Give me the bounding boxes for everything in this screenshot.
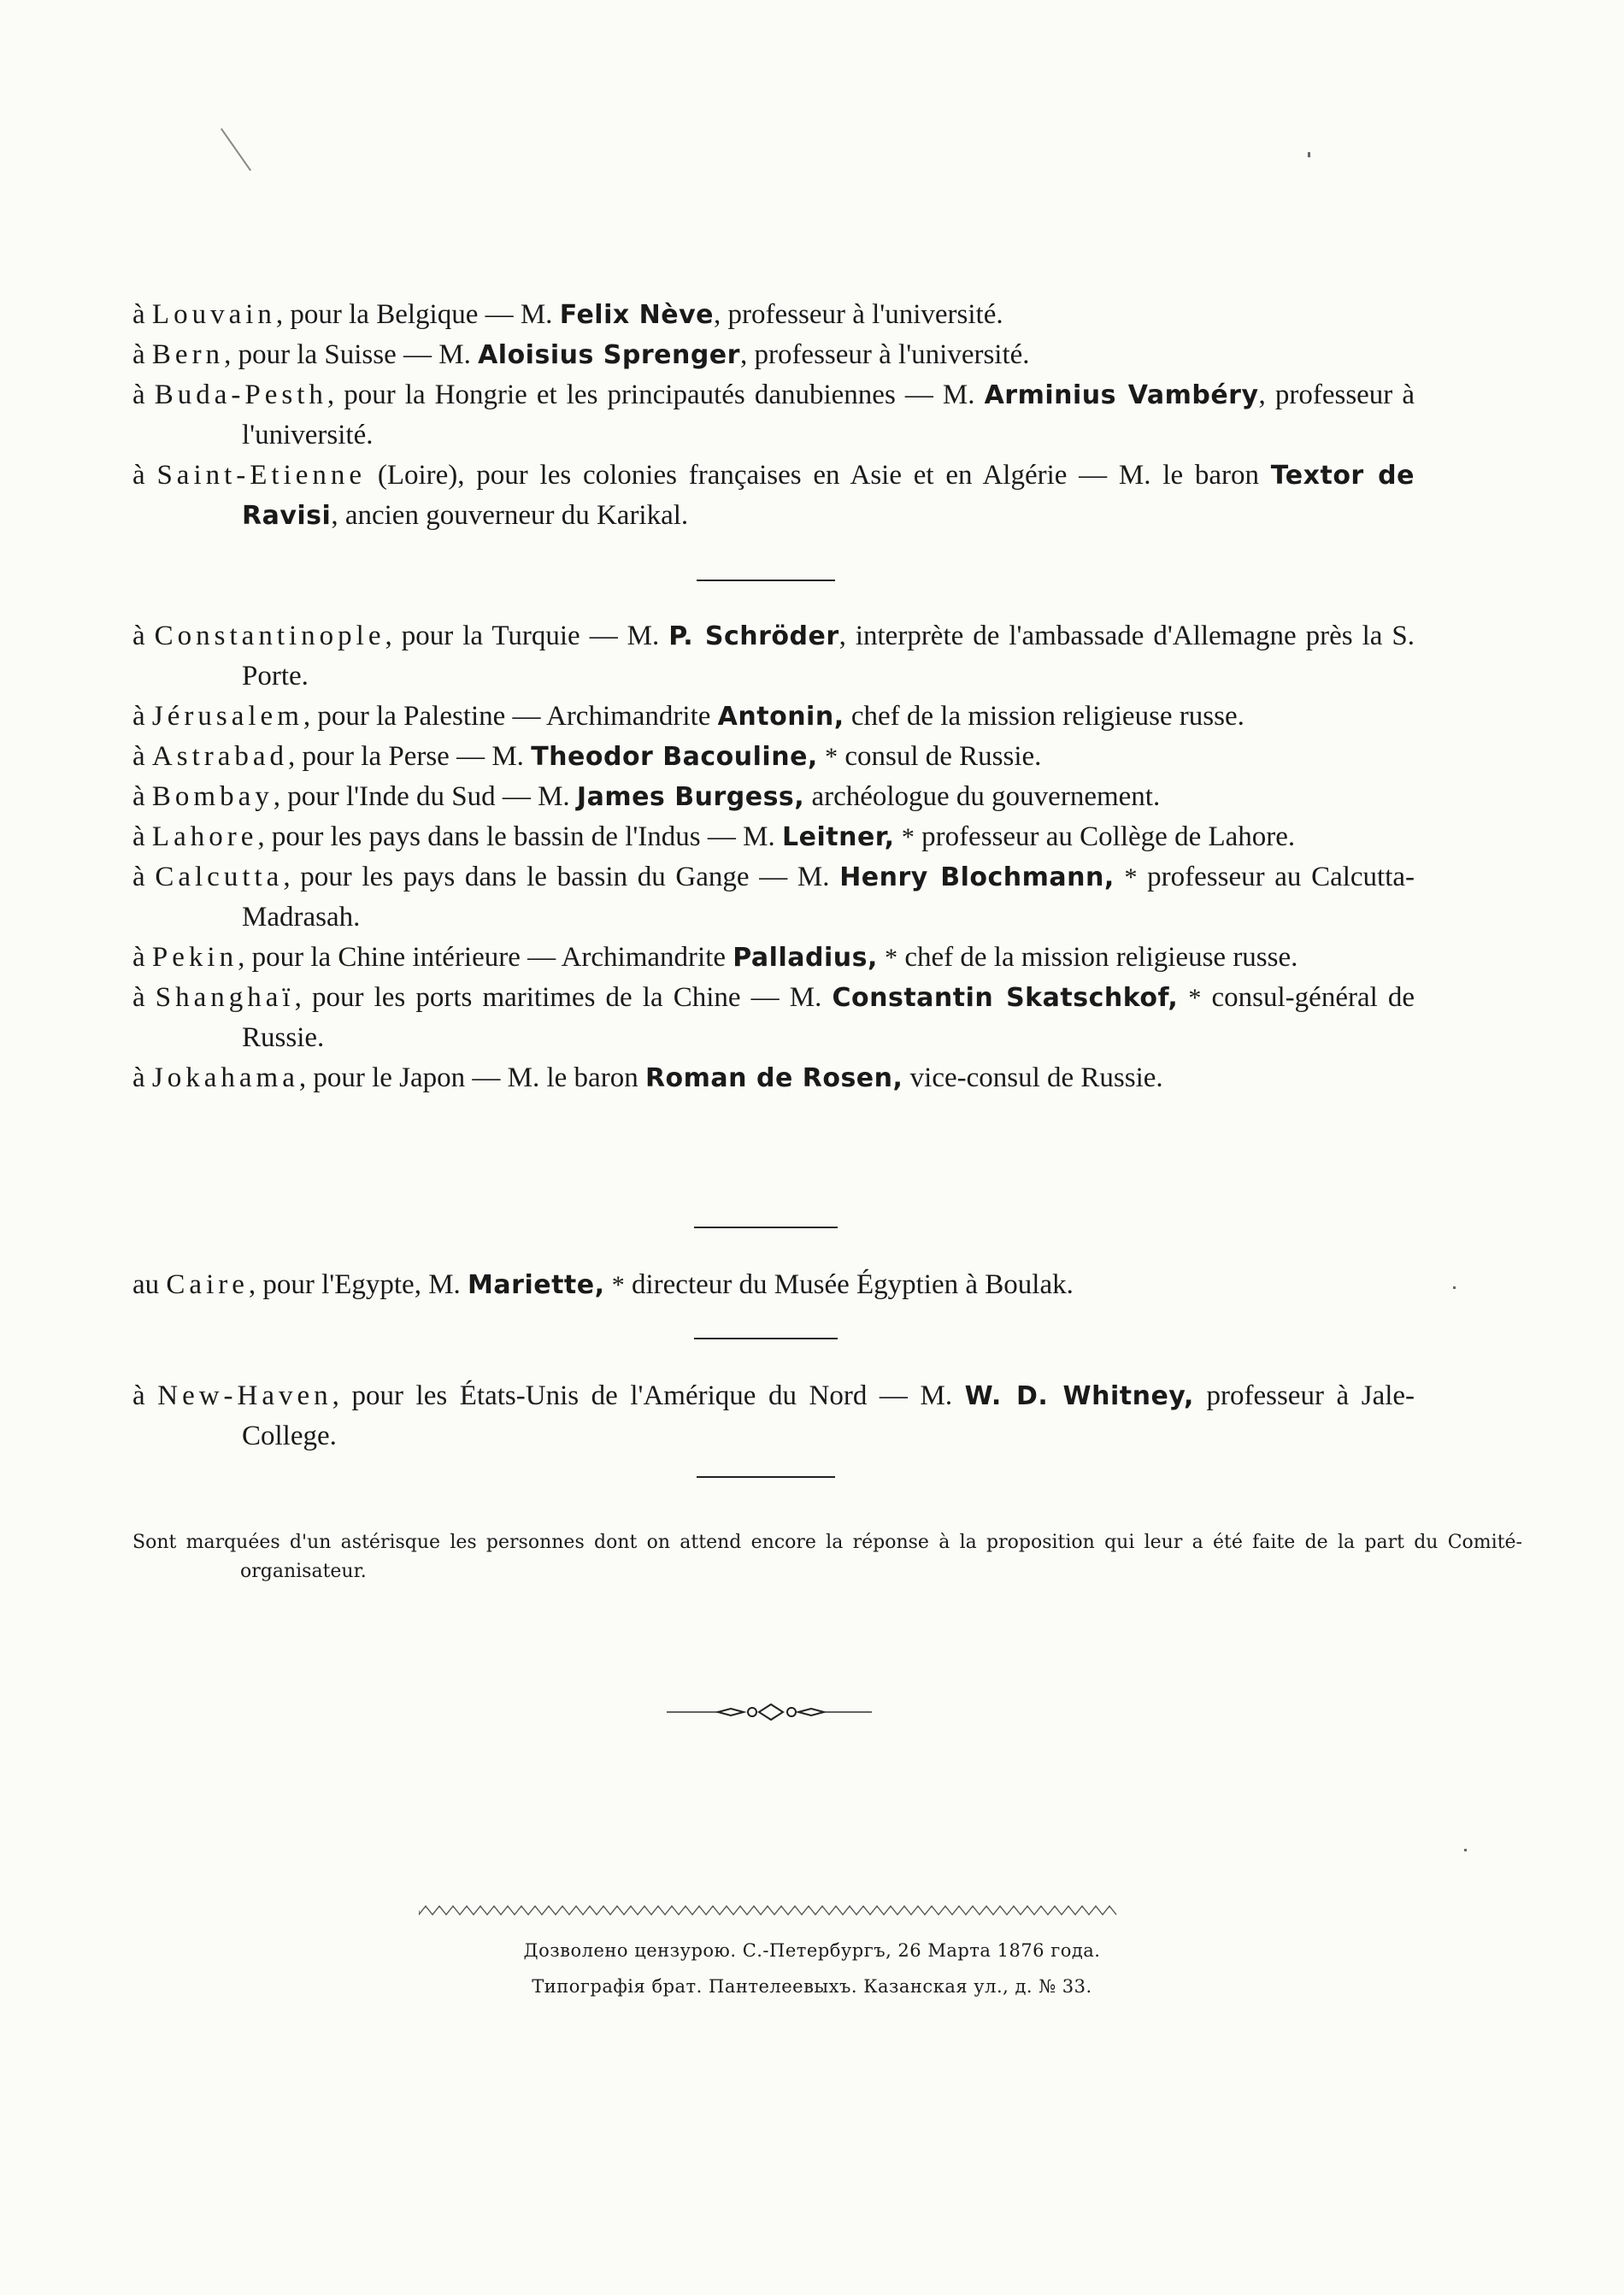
asterisk-mark: * [611, 1271, 625, 1299]
censorship-line: Дозволено цензурою. С.-Петербургъ, 26 Марта 1876 года. [523, 1940, 1101, 1961]
entry-bombay [132, 777, 1415, 817]
entry-preposition: à [132, 339, 145, 370]
entry-city: New-Haven [157, 1380, 332, 1411]
entry-text: , pour la Suisse — M. [224, 339, 471, 370]
entry-city: Astrabad [151, 741, 289, 772]
entry-jokahama [132, 1058, 1415, 1098]
entry-text: , pour les pays dans le bassin de l'Indus — M. [257, 821, 775, 852]
entry-person-name: Henry Blochmann, [839, 862, 1115, 892]
entry-city: Constantinople [154, 621, 385, 651]
entry-preposition: à [132, 942, 145, 973]
entry-text: , pour la Turquie — M. [385, 621, 660, 651]
entry-person-name: Aloisius Sprenger [478, 340, 740, 370]
entry-role: consul-général de Russie. [242, 982, 1415, 1053]
entry-text: , pour l'Egypte, M. [248, 1269, 461, 1300]
entries-group-2 [132, 616, 1415, 1098]
entry-caire [132, 1265, 1415, 1305]
separator-rule-3 [694, 1338, 838, 1339]
entry-person-name: Theodor Bacouline, [531, 742, 818, 772]
entry-city: Calcutta [155, 862, 284, 892]
entry-role: , interprète de l'ambassade d'Allemagne près la S. Porte. [242, 621, 1415, 691]
entry-person-name: P. Schröder [668, 621, 839, 651]
entry-preposition: à [132, 701, 145, 732]
entry-role: , professeur à l'université. [739, 339, 1030, 370]
entry-preposition: à [132, 621, 145, 651]
entry-city: Bern [151, 339, 225, 370]
scan-mark [221, 128, 251, 171]
entry-role: professeur à Jale-College. [242, 1380, 1415, 1451]
entry-preposition: à [132, 380, 145, 410]
entry-new-haven [132, 1376, 1415, 1456]
entry-saint-etienne [132, 456, 1415, 536]
entry-city: Shanghaï [155, 982, 295, 1013]
entry-preposition: à [132, 781, 145, 812]
entry-preposition: à [132, 821, 145, 852]
entry-person-name: Antonin, [717, 702, 844, 732]
entry-person-name: Mariette, [468, 1270, 605, 1300]
entry-person-name: Arminius Vambéry [984, 380, 1259, 410]
entry-text: , pour la Chine intérieure — Archimandrite [238, 942, 726, 973]
entry-city: Pekin [151, 942, 238, 973]
asterisk-footnote: Sont marquées d'un astérisque les personnes dont on attend encore la réponse à la proposition qui leur a été faite de la part du Comité-organisateur. [132, 1532, 1522, 1582]
entry-role: , ancien gouverneur du Karikal. [331, 500, 689, 531]
entry-pekin [132, 938, 1415, 978]
separator-rule-4 [697, 1476, 835, 1478]
entries-group-3 [132, 1265, 1415, 1305]
entry-preposition: au [132, 1269, 160, 1300]
entry-text: , pour la Belgique — M. [275, 299, 553, 330]
entry-city: Buda-Pesth [154, 380, 327, 410]
entry-text: (Loire), pour les colonies françaises en Asie et en Algérie — M. le baron [366, 460, 1260, 491]
entry-jérusalem [132, 697, 1415, 737]
wavy-rule [419, 1904, 1120, 1917]
entry-astrabad [132, 737, 1415, 777]
entry-city: Jérusalem [151, 701, 303, 732]
entry-person-name: Textor de Ravisi [242, 461, 1415, 531]
entry-role: professeur au Calcutta-Madrasah. [242, 862, 1415, 933]
entry-preposition: à [132, 299, 145, 330]
entry-person-name: Constantin Skatschkof, [832, 983, 1179, 1013]
entry-city: Bombay [151, 781, 274, 812]
entry-text: , pour les pays dans le bassin du Gange — M. [283, 862, 830, 892]
entry-person-name: Palladius, [733, 943, 878, 973]
entry-role: chef de la mission religieuse russe. [897, 942, 1298, 973]
entry-role: chef de la mission religieuse russe. [844, 701, 1244, 732]
entry-louvain [132, 295, 1415, 335]
entry-buda-pesth [132, 375, 1415, 456]
entry-city: Jokahama [151, 1062, 299, 1093]
entry-role: , professeur à l'université. [242, 380, 1415, 450]
entry-role: , professeur à l'université. [714, 299, 1003, 330]
entry-text: , pour le Japon — M. le baron [298, 1062, 638, 1093]
entry-person-name: Leitner, [782, 822, 895, 852]
asterisk-mark: * [1188, 984, 1202, 1012]
entry-person-name: W. D. Whitney, [964, 1381, 1194, 1411]
entry-city: Lahore [151, 821, 258, 852]
entry-text: , pour l'Inde du Sud — M. [273, 781, 570, 812]
entry-text: , pour la Perse — M. [288, 741, 524, 772]
entry-calcutta [132, 857, 1415, 938]
entry-city: Caire [166, 1269, 249, 1300]
entry-text: , pour les ports maritimes de la Chine — M. [294, 982, 822, 1013]
entry-preposition: à [132, 1380, 145, 1411]
entry-person-name: James Burgess, [576, 782, 805, 812]
printer-line: Типографія брат. Пантелеевыхъ. Казанская ул., д. № 33. [532, 1976, 1092, 1997]
asterisk-mark: * [825, 743, 838, 771]
entry-role: vice-consul de Russie. [903, 1062, 1163, 1093]
entry-person-name: Roman de Rosen, [644, 1063, 903, 1093]
entry-preposition: à [132, 741, 145, 772]
entry-preposition: à [132, 1062, 145, 1093]
entry-preposition: à [132, 982, 145, 1013]
entry-city: Louvain [151, 299, 276, 330]
entry-role: archéologue du gouvernement. [804, 781, 1161, 812]
separator-rule-2 [694, 1227, 838, 1228]
entry-preposition: à [132, 460, 145, 491]
asterisk-mark: * [885, 944, 898, 972]
asterisk-mark: * [901, 823, 915, 851]
entry-role: directeur du Musée Égyptien à Boulak. [624, 1269, 1074, 1300]
entry-lahore [132, 817, 1415, 857]
entry-constantinople [132, 616, 1415, 697]
ornament-divider [667, 1701, 872, 1723]
scan-speck [1464, 1849, 1467, 1851]
entry-role: professeur au Collège de Lahore. [914, 821, 1296, 852]
entry-city: Saint-Etienne [156, 460, 367, 491]
entry-text: , pour les États-Unis de l'Amérique du Nord — M. [332, 1380, 953, 1411]
entry-person-name: Felix Nève [559, 300, 715, 330]
asterisk-mark: * [1124, 863, 1138, 892]
scan-speck [1453, 1286, 1456, 1289]
entries-group-1 [132, 295, 1415, 536]
scan-speck [1308, 152, 1310, 157]
entry-text: , pour la Hongrie et les principautés danubiennes — M. [327, 380, 975, 410]
entry-bern [132, 335, 1415, 375]
entry-text: , pour la Palestine — Archimandrite [303, 701, 711, 732]
entry-preposition: à [132, 862, 145, 892]
entry-role: consul de Russie. [838, 741, 1042, 772]
entry-shanghaï [132, 978, 1415, 1058]
entries-group-4 [132, 1376, 1415, 1456]
separator-rule-1 [697, 580, 835, 581]
